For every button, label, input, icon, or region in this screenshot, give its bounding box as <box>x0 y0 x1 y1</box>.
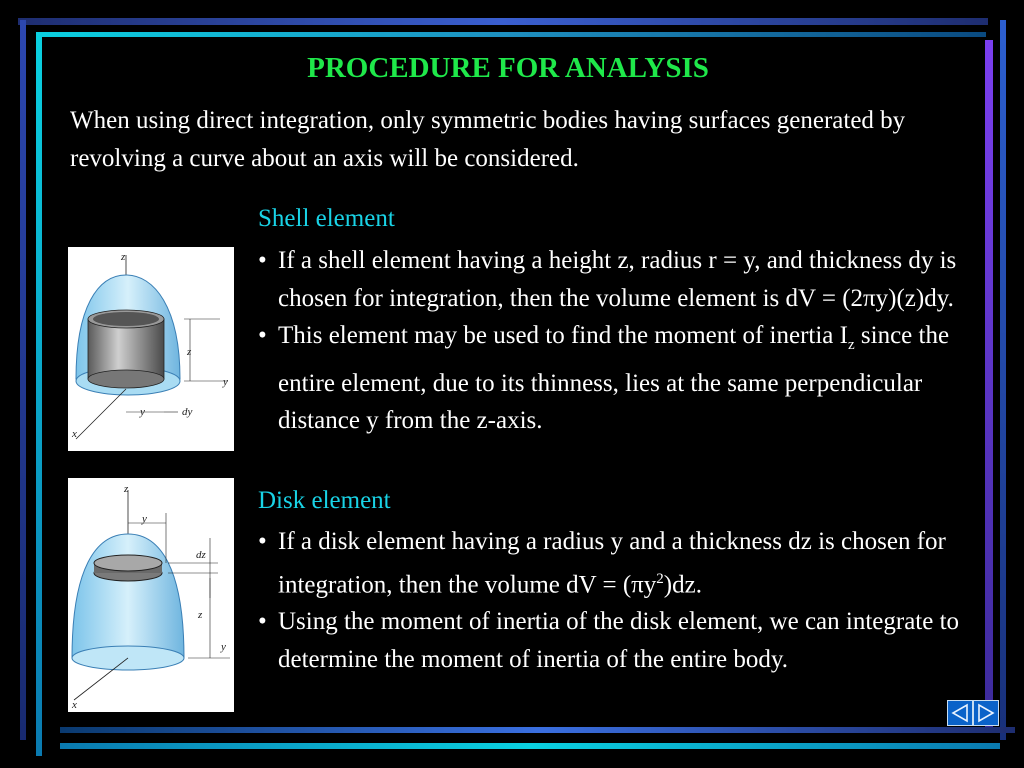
disk-x-axis-label: x <box>72 699 77 711</box>
frame-top-bar <box>18 18 988 25</box>
disk-element-figure <box>68 478 234 712</box>
shell-heading: Shell element <box>258 205 395 232</box>
shell-z-axis-label: z <box>121 251 126 263</box>
disk-z-dim-label: z <box>198 609 203 621</box>
disk-dz-label: dz <box>196 549 206 561</box>
disk-y-axis-label: y <box>221 641 226 653</box>
frame-bottom-bar-2 <box>60 743 1000 749</box>
shell-x-axis-label: x <box>72 428 77 440</box>
intro-paragraph: When using direct integration, only symmetric bodies having surfaces generated by revolving a curve about an axis will be considered. <box>70 107 906 172</box>
shell-y-dim-label: y <box>140 406 145 418</box>
disk-bullet-2: • Using the moment of inertia of the disk element, we can integrate to determine the moment of inertia of the entire body. <box>258 608 960 673</box>
triangle-right-icon <box>974 701 998 725</box>
prev-slide-button[interactable] <box>947 700 973 726</box>
shell-bullet-1: • If a shell element having a height z, radius r = y, and thickness dy is chosen for integration, then the volume element is dV = (2πy)(z)dy. <box>258 247 957 312</box>
frame-right-bar-2 <box>1000 20 1006 740</box>
triangle-left-icon <box>948 701 972 725</box>
frame-left-bar-2 <box>36 36 42 756</box>
shell-z-dim-label: z <box>187 346 192 358</box>
shell-bullets <box>258 242 988 440</box>
disk-bullets <box>258 523 988 678</box>
shell-element-figure <box>68 247 234 451</box>
disk-y-dim-label: y <box>142 513 147 525</box>
shell-bullet-2: • This element may be used to find the moment of inertia $I_z$ since the entire element, due to its thinness, lies at the same perpendicular distance y from the z-axis. <box>258 322 950 434</box>
disk-heading: Disk element <box>258 487 391 514</box>
shell-y-axis-label: y <box>223 376 228 388</box>
frame-left-bar <box>20 20 26 740</box>
frame-top-bar-2 <box>36 32 986 37</box>
next-slide-button[interactable] <box>973 700 999 726</box>
frame-bottom-bar <box>60 727 1015 733</box>
slide-title: PROCEDURE FOR ANALYSIS <box>307 52 709 84</box>
disk-z-axis-label: z <box>124 483 129 495</box>
disk-bullet-1: • If a disk element having a radius y and a thickness dz is chosen for integration, then the volume dV = $(\pi y^2)dz$. <box>258 528 946 598</box>
shell-dy-label: dy <box>182 406 193 418</box>
